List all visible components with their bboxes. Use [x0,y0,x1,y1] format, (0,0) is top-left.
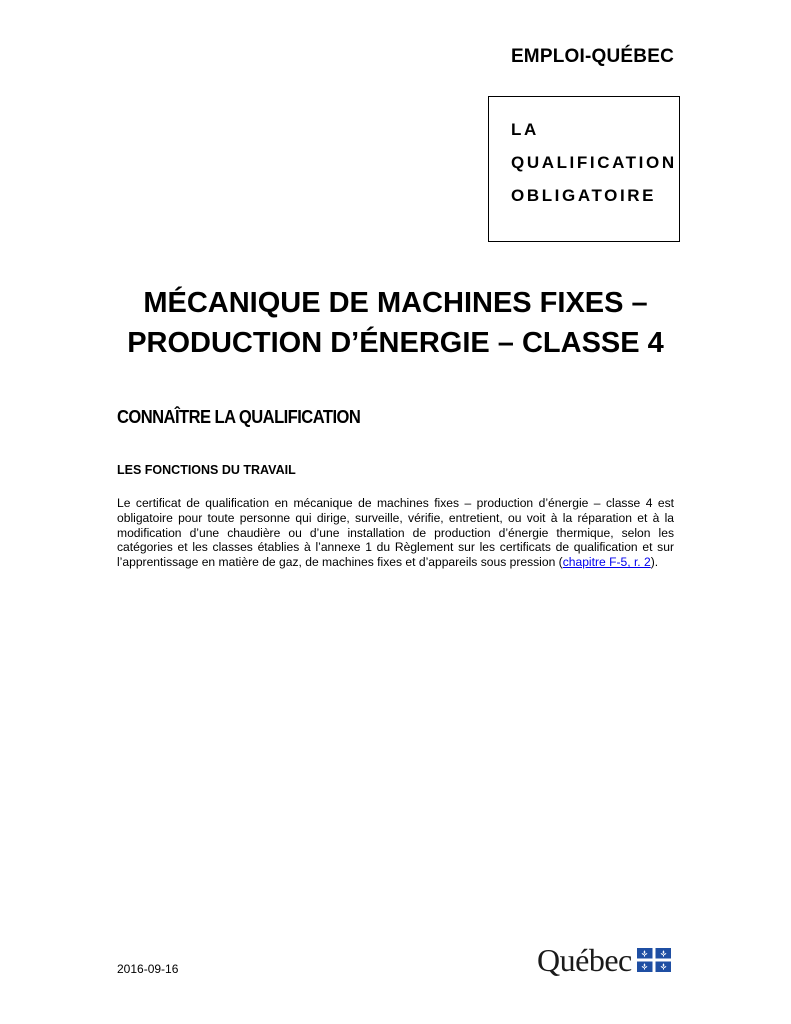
job-functions-paragraph [117,496,674,570]
regulation-link[interactable]: chapitre F-5, r. 2 [562,555,651,570]
qualification-box [488,96,680,242]
subsection-heading: LES FONCTIONS DU TRAVAIL [117,463,296,477]
document-title [0,283,791,363]
document-title-line-1: MÉCANIQUE DE MACHINES FIXES – [143,287,648,319]
agency-name: EMPLOI-QUÉBEC [510,46,674,67]
document-date: 2016-09-16 [117,962,179,976]
qualification-box-line-1: LA [511,120,539,139]
section-heading: CONNAÎTRE LA QUALIFICATION [117,407,361,427]
document-title-line-2: PRODUCTION D’ÉNERGIE – CLASSE 4 [127,327,664,359]
qualification-box-line-2: QUALIFICATION [511,153,677,172]
paragraph-end: ). [650,555,659,570]
fleurdelise-flag-icon [637,948,671,972]
quebec-logo [537,942,671,978]
paragraph-text: Le certificat de qualification en mécanique de machines fixes – production d’énergie – classe 4 est obligatoire pour toute personne qui dirige, surveille, vérifie, entretient, ou voit à la réparation et à la modification d’une chaudière ou d’une installation de production d’énergie thermique, selon les catégories et les classes établies à l’annexe 1 du Règlement sur les certificats de qualification et sur l’apprentissage en matière de gaz, de machines fixes et d’appareils sous pression ( [117,496,674,570]
qualification-box-line-3: OBLIGATOIRE [511,186,657,205]
quebec-logo-wordmark: Québec [537,942,632,978]
